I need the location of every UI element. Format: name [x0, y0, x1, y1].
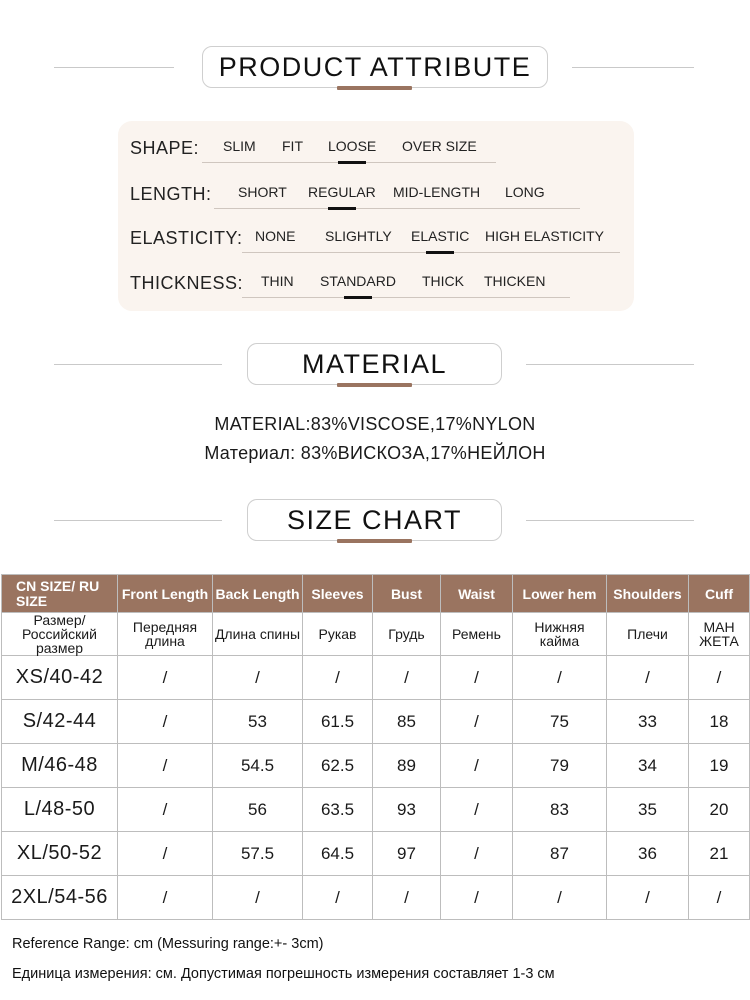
product-attribute-header [0, 46, 750, 106]
table-cell: / [441, 744, 513, 788]
table-cell: 85 [373, 700, 441, 744]
table-cell: 62.5 [303, 744, 373, 788]
table-cell: / [213, 876, 303, 920]
table-cell: / [607, 876, 689, 920]
table-cell: / [441, 700, 513, 744]
section-title-pill [247, 499, 502, 541]
option-loose-selected: LOOSE [328, 138, 377, 154]
header-cell: Cuff [689, 575, 750, 613]
table-cell: 34 [607, 744, 689, 788]
product-attribute-panel [118, 121, 634, 311]
divider-right [572, 67, 694, 68]
title-accent-bar [337, 86, 412, 90]
table-cell: 83 [513, 788, 607, 832]
header-cell: Длина спины [213, 613, 303, 656]
material-composition-ru: Материал: 83%ВИСКОЗА,17%НЕЙЛОН [204, 443, 546, 463]
header-cell: Рукав [303, 613, 373, 656]
table-cell: 57.5 [213, 832, 303, 876]
attribute-row-elasticity [118, 226, 634, 256]
option-thin: THIN [261, 273, 294, 289]
table-cell: 21 [689, 832, 750, 876]
option-mid-length: MID-LENGTH [393, 184, 481, 200]
divider-left [54, 520, 222, 521]
section-title: PRODUCT ATTRIBUTE [218, 51, 532, 82]
header-cell: Back Length [213, 575, 303, 613]
section-title-pill [247, 343, 502, 385]
header-cell: CN SIZE/ RU SIZE [2, 575, 118, 613]
table-cell: / [373, 656, 441, 700]
header-cell: Размер/ Российский размер [2, 613, 118, 656]
attribute-underline [214, 208, 580, 209]
header-cell: Грудь [373, 613, 441, 656]
table-cell: / [513, 656, 607, 700]
table-cell: 63.5 [303, 788, 373, 832]
attribute-row-shape [118, 136, 634, 166]
table-cell: / [689, 656, 750, 700]
header-cell: Нижняя кайма [513, 613, 607, 656]
option-short: SHORT [238, 184, 287, 200]
table-cell: / [213, 656, 303, 700]
divider-left [54, 364, 222, 365]
attribute-label: LENGTH: [130, 184, 212, 204]
attribute-label: ELASTICITY: [130, 228, 243, 248]
table-header-en [2, 575, 750, 613]
header-cell: Waist [441, 575, 513, 613]
table-row [2, 700, 750, 744]
reference-range-note-en: Reference Range: cm (Messuring range:+- 3cm) [12, 936, 324, 952]
table-cell: 75 [513, 700, 607, 744]
table-cell: 54.5 [213, 744, 303, 788]
header-cell: Bust [373, 575, 441, 613]
table-cell: / [373, 876, 441, 920]
header-cell: Sleeves [303, 575, 373, 613]
size-cell: 2XL/54-56 [2, 876, 118, 920]
size-cell: XS/40-42 [2, 656, 118, 700]
table-cell: 20 [689, 788, 750, 832]
table-cell: / [689, 876, 750, 920]
size-chart-table [1, 574, 750, 920]
table-cell: / [441, 788, 513, 832]
table-cell: 93 [373, 788, 441, 832]
divider-left [54, 67, 174, 68]
attribute-label: THICKNESS: [130, 273, 244, 293]
table-cell: / [607, 656, 689, 700]
table-cell: / [118, 832, 213, 876]
table-cell: 18 [689, 700, 750, 744]
option-thick: THICK [422, 273, 464, 289]
title-accent-bar [337, 383, 412, 387]
option-slim: SLIM [223, 138, 256, 154]
table-cell: 79 [513, 744, 607, 788]
option-regular-selected: REGULAR [308, 184, 376, 200]
attribute-label: SHAPE: [130, 138, 200, 158]
divider-right [526, 520, 694, 521]
size-cell: S/42-44 [2, 700, 118, 744]
table-cell: 56 [213, 788, 303, 832]
size-cell: L/48-50 [2, 788, 118, 832]
table-cell: / [513, 876, 607, 920]
table-cell: / [118, 788, 213, 832]
option-over-size: OVER SIZE [402, 138, 477, 154]
attribute-row-thickness [118, 271, 634, 301]
table-row [2, 832, 750, 876]
table-header-ru [2, 613, 750, 656]
reference-range-note-ru: Единица измерения: см. Допустимая погрешность измерения составляет 1-3 см [12, 966, 555, 982]
table-row [2, 876, 750, 920]
option-thicken: THICKEN [484, 273, 546, 289]
size-cell: XL/50-52 [2, 832, 118, 876]
table-cell: / [441, 876, 513, 920]
size-cell: M/46-48 [2, 744, 118, 788]
header-cell: Shoulders [607, 575, 689, 613]
attribute-underline [242, 297, 570, 298]
option-none: NONE [255, 228, 296, 244]
table-row [2, 744, 750, 788]
size-chart-header [0, 499, 750, 559]
table-row [2, 656, 750, 700]
table-cell: / [118, 876, 213, 920]
attribute-row-length [118, 182, 634, 212]
table-cell: / [118, 700, 213, 744]
table-cell: / [441, 656, 513, 700]
title-accent-bar [337, 539, 412, 543]
header-cell: Ремень [441, 613, 513, 656]
table-cell: / [441, 832, 513, 876]
table-cell: / [303, 876, 373, 920]
material-header [0, 343, 750, 403]
option-slightly: SLIGHTLY [325, 228, 392, 244]
table-cell: 64.5 [303, 832, 373, 876]
section-title: MATERIAL [301, 348, 448, 379]
option-elastic-selected: ELASTIC [411, 228, 470, 244]
table-cell: 33 [607, 700, 689, 744]
header-cell: МАН ЖЕТА [689, 613, 750, 656]
table-cell: 19 [689, 744, 750, 788]
table-cell: 97 [373, 832, 441, 876]
section-title-pill [202, 46, 548, 88]
header-cell: Lower hem [513, 575, 607, 613]
table-cell: 61.5 [303, 700, 373, 744]
table-cell: / [118, 744, 213, 788]
table-row [2, 788, 750, 832]
option-long: LONG [505, 184, 545, 200]
table-cell: / [303, 656, 373, 700]
section-title: SIZE CHART [286, 504, 463, 535]
table-cell: 53 [213, 700, 303, 744]
divider-right [526, 364, 694, 365]
option-fit: FIT [282, 138, 303, 154]
option-high-elasticity: HIGH ELASTICITY [485, 228, 605, 244]
material-composition-en: MATERIAL:83%VISCOSE,17%NYLON [214, 414, 536, 434]
table-cell: 87 [513, 832, 607, 876]
header-cell: Front Length [118, 575, 213, 613]
table-cell: 89 [373, 744, 441, 788]
table-cell: 35 [607, 788, 689, 832]
table-cell: / [118, 656, 213, 700]
header-cell: Плечи [607, 613, 689, 656]
option-standard-selected: STANDARD [320, 273, 396, 289]
header-cell: Передняя длина [118, 613, 213, 656]
table-cell: 36 [607, 832, 689, 876]
